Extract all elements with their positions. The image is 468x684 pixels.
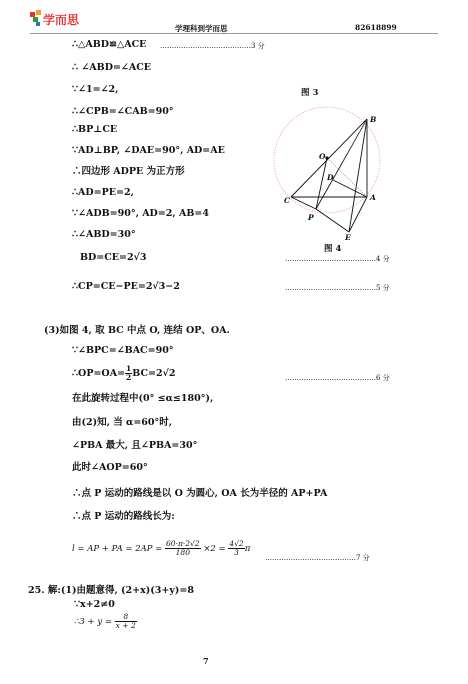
- point-label-o: O: [319, 152, 326, 161]
- part3-intro: (3)如图 4, 取 BC 中点 O, 连结 OP、OA.: [44, 325, 230, 336]
- formula-fraction-1: [165, 540, 201, 557]
- line-11-score: …………………………………4 分: [285, 255, 390, 263]
- point-label-e: E: [345, 233, 351, 242]
- header-divider: [30, 33, 438, 34]
- formula-mid: ×2 =: [203, 544, 226, 554]
- part3-path: ∴点 P 运动的路线是以 O 为圆心, OA 长为半径的 AP+PA: [72, 488, 328, 499]
- formula-frac2-den: 3: [234, 548, 239, 557]
- part3-angle: ∵∠BPC=∠BAC=90°: [72, 345, 174, 356]
- q25-frac-num: 8: [115, 613, 137, 622]
- logo: [30, 10, 90, 28]
- line-cp: ∴CP=CE−PE=2√3−2: [72, 281, 180, 292]
- line-square: ∴四边形 ADPE 为正方形: [72, 166, 185, 177]
- part3-path-length: ∴点 P 运动的路线长为:: [72, 511, 175, 522]
- formula-frac1-den: 180: [175, 548, 190, 557]
- part3-pba: ∠PBA 最大, 且∠PBA=30°: [72, 440, 198, 451]
- figure-4-label: 图 4: [324, 244, 342, 254]
- page-number: 7: [203, 656, 209, 666]
- part3-op-oa-tail: BC=2√2: [132, 368, 176, 379]
- figure-3-label: 图 3: [301, 88, 319, 98]
- part3-formula: [72, 538, 250, 560]
- line-adb: ∵∠ADB=90°, AD=2, AB=4: [72, 208, 209, 219]
- q25-line-3-lead: ∴3 + y =: [74, 617, 112, 627]
- logo-mark-dot-4: [36, 22, 40, 26]
- part3-aop: 此时∠AOP=60°: [72, 462, 148, 473]
- geometry-figure: [282, 98, 392, 242]
- point-label-b: B: [370, 115, 377, 124]
- logo-mark-dot-2: [36, 10, 41, 15]
- part3-op-oa-lead: ∴OP=OA=: [72, 368, 126, 379]
- point-label-p: P: [308, 213, 314, 222]
- line-bd-ce: BD=CE=2√3: [80, 252, 147, 263]
- part3-rotation: 在此旋转过程中(0° ≤α≤180°),: [72, 393, 214, 404]
- q25-line-2: ∵x+2≠0: [74, 599, 115, 610]
- line-ad-pe: ∴AD=PE=2,: [72, 187, 134, 198]
- line-angle-equal: ∴ ∠ABD=∠ACE: [72, 62, 152, 73]
- part3-score-7: …………………………………7 分: [265, 554, 370, 562]
- line-ad-perp: ∵AD⊥BP, ∠DAE=90°, AD=AE: [72, 145, 225, 156]
- point-label-a: A: [370, 193, 376, 202]
- formula-pi: π: [244, 544, 251, 554]
- formula-frac1-num: 60·π·2√2: [166, 539, 200, 548]
- line-abd: ∴∠ABD=30°: [72, 229, 136, 240]
- point-label-c: C: [284, 196, 290, 205]
- part3-alpha: 由(2)知, 当 α=60°时,: [72, 417, 173, 428]
- fraction-half-num: 1: [126, 364, 132, 373]
- fraction-half-den: 2: [126, 373, 132, 382]
- part3-score-6: …………………………………6 分: [285, 374, 390, 382]
- q25-line-1: 25. 解:(1)由题意得, (2+x)(3+y)=8: [28, 585, 194, 596]
- formula-fraction-2: [228, 540, 244, 557]
- formula-frac2-num: 4√2: [229, 539, 244, 548]
- line-1-score: …………………………………3 分: [160, 42, 265, 50]
- line-12-score: …………………………………5 分: [285, 284, 390, 292]
- q25-fraction: [115, 613, 137, 630]
- line-angle-1-2: ∵∠1=∠2,: [72, 84, 119, 95]
- part3-op-oa: [72, 365, 175, 382]
- header-slogan: 学理科到学而思: [175, 24, 228, 33]
- logo-text: 学而思: [43, 13, 80, 27]
- line-perp: ∴BP⊥CE: [72, 124, 118, 135]
- q25-line-3: [74, 611, 137, 633]
- line-cpb: ∴∠CPB=∠CAB=90°: [72, 106, 174, 117]
- point-label-d: D: [327, 173, 334, 182]
- formula-lead: l = AP + PA = 2AP =: [72, 544, 163, 554]
- line-congruent: ∴△ABD≌△ACE: [72, 39, 147, 50]
- header-phone: 82618899: [355, 23, 397, 32]
- q25-frac-den: x + 2: [115, 621, 136, 630]
